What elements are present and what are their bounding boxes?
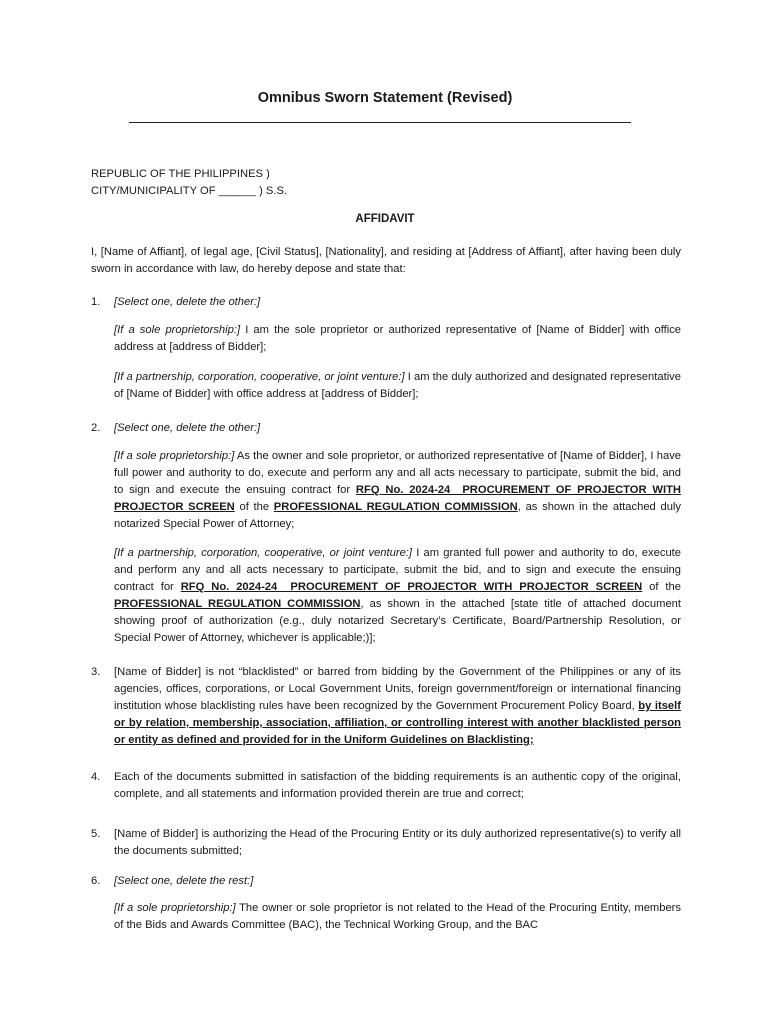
item-6-select-text: [Select one, delete the rest:] [114,875,254,887]
item-2-a-text1: As the owner and sole proprietor, or authorized representative of [Name of Bidder], I have full power and authority to do, execute and perform any and all acts necessary to participate, submit the bid, and to sign and execute the ensuing contract for [114,450,682,496]
item-2-select [114,420,681,437]
item-1-option-b [114,369,681,403]
item-1-b-text: I am the duly authorized and designated representative of [Name of Bidder] with office address at [address of Bidder]; [114,371,681,400]
venue-republic: REPUBLIC OF THE PHILIPPINES ) [91,168,270,180]
item-5-text: [Name of Bidder] is authorizing the Head of the Procuring Entity or its duly authorized representative(s) to verify all the documents submitted; [114,828,681,857]
intro-paragraph: I, [Name of Affiant], of legal age, [Civil Status], [Nationality], and residing at [Address of Affiant], after having been duly sworn in accordance with law, do hereby depose and state that: [91,246,681,275]
item-2-b-text3: , as shown in the attached [state title of attached document showing proof of authorization (e.g., duly notarized Secretary’s Certificate, Board/Partnership Resolution, or Special Power of Attorney, whichever is applicable;)]; [114,598,681,644]
item-2-a-rfq: RFQ No. 2024-24_ PROCUREMENT OF PROJECTOR WITH PROJECTOR SCREEN [114,484,681,513]
item-1-a-text: I am the sole proprietor or authorized representative of [Name of Bidder] with office address at [address of Bidder]; [114,324,682,353]
item-1-option-a [114,322,681,356]
item-2-option-b [114,545,681,647]
item-2-b-text1: I am granted full power and authority to do, execute and perform any and all acts necessary to participate, submit the bid, and to sign and execute the ensuing contract for [114,547,681,593]
item-2-b-tag: [If a partnership, corporation, cooperative, or joint venture:] [114,547,413,559]
item-1-a-tag: [If a sole proprietorship:] [114,324,241,336]
item-2-a-agency: PROFESSIONAL REGULATION COMMISSION [273,501,518,513]
item-2-b-text2: of the [642,581,681,593]
item-6-a-tag: [If a sole proprietorship:] [114,902,236,914]
item-2-a-tag: [If a sole proprietorship:] [114,450,235,462]
item-2-a-text3: , as shown in the attached duly notarized Special Power of Attorney; [114,501,682,530]
item-2-number: 2. [91,422,101,434]
title-underline [129,122,631,123]
item-2-b-agency: PROFESSIONAL REGULATION COMMISSION [114,598,361,610]
item-1-select [114,294,681,311]
item-3-body: [Name of Bidder] is not “blacklisted” or barred from bidding by the Government of the Philippines or any of its agencies, offices, corporations, or Local Government Units, foreign government/foreign or international financing institution whose blacklisting rules have been recognized by the Government Procurement Policy Board, [114,666,681,712]
item-1-b-tag: [If a partnership, corporation, cooperative, or joint venture:] [114,371,405,383]
item-6-select [114,873,681,890]
affidavit-heading: AFFIDAVIT [355,213,415,225]
item-2-select-text: [Select one, delete the other:] [114,422,261,434]
item-2-option-a [114,448,681,533]
item-5-number: 5. [91,828,101,840]
item-3-number: 3. [91,666,101,678]
item-3-text [114,664,681,749]
document-title: Omnibus Sworn Statement (Revised) [257,90,513,106]
item-2-b-rfq: RFQ No. 2024-24_ PROCUREMENT OF PROJECTOR WITH PROJECTOR SCREEN [180,581,643,593]
item-1-number: 1. [91,296,101,308]
venue-block [91,166,681,200]
item-2-a-text2: of the [234,501,274,513]
item-4-text: Each of the documents submitted in satisfaction of the bidding requirements is an authentic copy of the original, complete, and all statements and information provided therein are true and correct; [114,771,681,800]
item-6-option-a [114,900,681,934]
item-4-number: 4. [91,771,101,783]
venue-city: CITY/MUNICIPALITY OF ______ ) S.S. [91,185,288,197]
item-6-a-text: The owner or sole proprietor is not related to the Head of the Procuring Entity, members of the Bids and Awards Committee (BAC), the Technical Working Group, and the BAC [114,902,681,931]
item-6-number: 6. [91,875,101,887]
item-3-blacklist-clause: by itself or by relation, membership, association, affiliation, or controlling interest with another blacklisted person or entity as defined and provided for in the Uniform Guidelines on Blacklisting; [114,700,681,746]
item-1-select-text: [Select one, delete the other:] [114,296,261,308]
